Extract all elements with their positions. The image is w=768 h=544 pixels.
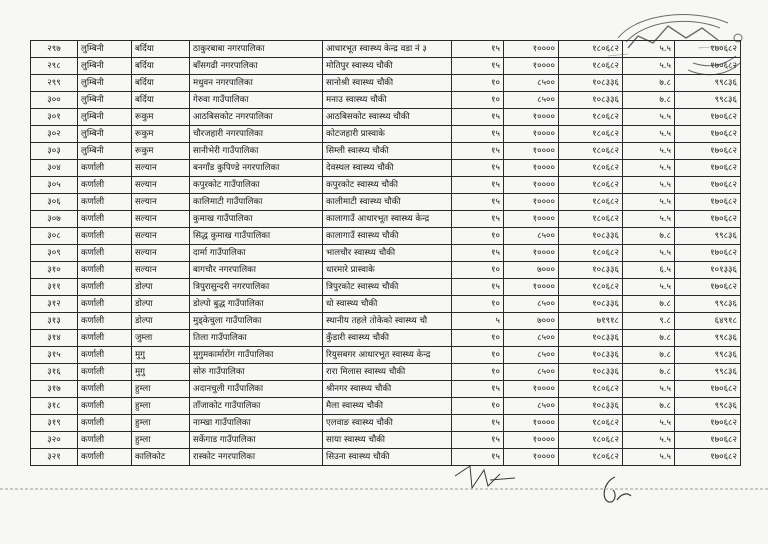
serial-number-cell: २९८ <box>31 58 78 75</box>
quantity-cell: १५ <box>452 41 504 58</box>
local-level-cell: रास्कोट नगरपालिका <box>190 449 323 466</box>
table-row <box>31 245 741 262</box>
serial-number-cell: २९७ <box>31 41 78 58</box>
serial-number-cell: ३०९ <box>31 245 78 262</box>
percent-cell: ५.५ <box>623 211 675 228</box>
quantity-cell: १० <box>452 347 504 364</box>
serial-number-cell: ३१६ <box>31 364 78 381</box>
facility-cell: भालचौर स्वास्थ्य चौकी <box>323 245 452 262</box>
total-cell: ९९८३६ <box>675 75 741 92</box>
total-cell: ९९८३६ <box>675 296 741 313</box>
quantity-cell: १५ <box>452 381 504 398</box>
district-cell: बर्दिया <box>132 75 190 92</box>
local-level-cell: अदानचुली गाउँपालिका <box>190 381 323 398</box>
total-cell: १७०६८२ <box>675 432 741 449</box>
province-cell: कर्णाली <box>78 245 132 262</box>
province-cell: कर्णाली <box>78 432 132 449</box>
amount-cell: १८०६८२ <box>559 109 623 126</box>
facility-cell: मनाउ स्वास्थ्य चौकी <box>323 92 452 109</box>
serial-number-cell: ३०३ <box>31 143 78 160</box>
table-row <box>31 160 741 177</box>
local-level-cell: बाँसगढी नगरपालिका <box>190 58 323 75</box>
district-cell: डोल्पा <box>132 313 190 330</box>
percent-cell: ५.५ <box>623 58 675 75</box>
quantity-cell: १५ <box>452 177 504 194</box>
scan-artifact-line <box>0 488 768 490</box>
amount-cell: १८०६८२ <box>559 143 623 160</box>
local-level-cell: कुमाख गाउँपालिका <box>190 211 323 228</box>
facility-cell: कालीमाटी स्वास्थ्य चौकी <box>323 194 452 211</box>
facility-cell: मोतिपुर स्वास्थ्य चौकी <box>323 58 452 75</box>
serial-number-cell: ३१८ <box>31 398 78 415</box>
quantity-cell: १० <box>452 330 504 347</box>
table-row <box>31 313 741 330</box>
province-cell: कर्णाली <box>78 160 132 177</box>
percent-cell: ५.५ <box>623 279 675 296</box>
local-level-cell: चौरजहारी नगरपालिका <box>190 126 323 143</box>
province-cell: लुम्बिनी <box>78 58 132 75</box>
rate-cell: ८५०० <box>504 296 559 313</box>
total-cell: १७०६८२ <box>675 143 741 160</box>
district-cell: रूकुम <box>132 109 190 126</box>
rate-cell: ८५०० <box>504 228 559 245</box>
facility-cell: एलवाङ स्वास्थ्य चौकी <box>323 415 452 432</box>
total-cell: ९९८३६ <box>675 398 741 415</box>
local-level-cell: ताँजाकोट गाउँपालिका <box>190 398 323 415</box>
quantity-cell: १० <box>452 296 504 313</box>
rate-cell: ७००० <box>504 313 559 330</box>
facility-cell: सिम्ली स्वास्थ्य चौकी <box>323 143 452 160</box>
table-row <box>31 58 741 75</box>
facility-cell: कालागाउँ स्वास्थ्य चौकी <box>323 228 452 245</box>
province-cell: लुम्बिनी <box>78 41 132 58</box>
quantity-cell: १५ <box>452 143 504 160</box>
province-cell: कर्णाली <box>78 194 132 211</box>
total-cell: ९९८३६ <box>675 330 741 347</box>
district-cell: बर्दिया <box>132 41 190 58</box>
facility-cell: मैला स्वास्थ्य चौकी <box>323 398 452 415</box>
table-row <box>31 228 741 245</box>
rate-cell: १०००० <box>504 160 559 177</box>
facility-cell: रियुसबगर आधारभूत स्वास्थ्य केन्द्र <box>323 347 452 364</box>
percent-cell: ५.५ <box>623 381 675 398</box>
total-cell: १७०६८२ <box>675 41 741 58</box>
district-cell: बर्दिया <box>132 92 190 109</box>
total-cell: १७०६८२ <box>675 126 741 143</box>
quantity-cell: १० <box>452 262 504 279</box>
quantity-cell: १० <box>452 75 504 92</box>
rate-cell: ८५०० <box>504 75 559 92</box>
percent-cell: ५.५ <box>623 449 675 466</box>
quantity-cell: १० <box>452 228 504 245</box>
district-cell: हुम्ला <box>132 415 190 432</box>
facility-cell: कोटजहारी प्रास्वाके <box>323 126 452 143</box>
rate-cell: ८५०० <box>504 92 559 109</box>
table-row <box>31 92 741 109</box>
total-cell: १७०६८२ <box>675 211 741 228</box>
table-row <box>31 347 741 364</box>
serial-number-cell: ३१४ <box>31 330 78 347</box>
rate-cell: १०००० <box>504 126 559 143</box>
total-cell: १७०६८२ <box>675 449 741 466</box>
quantity-cell: १५ <box>452 449 504 466</box>
amount-cell: १८०६८२ <box>559 449 623 466</box>
district-cell: हुम्ला <box>132 381 190 398</box>
serial-number-cell: ३०५ <box>31 177 78 194</box>
total-cell: ९९८३६ <box>675 364 741 381</box>
province-cell: कर्णाली <box>78 313 132 330</box>
district-cell: सल्यान <box>132 194 190 211</box>
amount-cell: १०८३३६ <box>559 364 623 381</box>
table-row <box>31 364 741 381</box>
district-cell: बर्दिया <box>132 58 190 75</box>
facility-cell: रारा मिलास स्वास्थ्य चौकी <box>323 364 452 381</box>
percent-cell: ७.८ <box>623 398 675 415</box>
rate-cell: १०००० <box>504 381 559 398</box>
table-row <box>31 381 741 398</box>
local-level-cell: कालिमाटी गाउँपालिका <box>190 194 323 211</box>
percent-cell: ७.८ <box>623 347 675 364</box>
total-cell: ९९८३६ <box>675 347 741 364</box>
facility-cell: धारमारे प्रास्वाके <box>323 262 452 279</box>
rate-cell: १०००० <box>504 245 559 262</box>
local-level-cell: मुड्केचुला गाउँपालिका <box>190 313 323 330</box>
district-cell: जुम्ला <box>132 330 190 347</box>
amount-cell: १८०६८२ <box>559 432 623 449</box>
table-row <box>31 143 741 160</box>
province-cell: लुम्बिनी <box>78 143 132 160</box>
rate-cell: १०००० <box>504 194 559 211</box>
serial-number-cell: ३१५ <box>31 347 78 364</box>
quantity-cell: ५ <box>452 313 504 330</box>
total-cell: ९९८३६ <box>675 228 741 245</box>
serial-number-cell: ३०० <box>31 92 78 109</box>
total-cell: ६४९१८ <box>675 313 741 330</box>
quantity-cell: १० <box>452 398 504 415</box>
rate-cell: ७००० <box>504 262 559 279</box>
province-cell: कर्णाली <box>78 177 132 194</box>
district-cell: सल्यान <box>132 228 190 245</box>
serial-number-cell: ३१२ <box>31 296 78 313</box>
province-cell: कर्णाली <box>78 347 132 364</box>
serial-number-cell: ३०४ <box>31 160 78 177</box>
province-cell: कर्णाली <box>78 211 132 228</box>
rate-cell: १०००० <box>504 143 559 160</box>
quantity-cell: १५ <box>452 245 504 262</box>
percent-cell: ९.८ <box>623 313 675 330</box>
province-cell: लुम्बिनी <box>78 109 132 126</box>
table-row <box>31 194 741 211</box>
quantity-cell: १५ <box>452 126 504 143</box>
serial-number-cell: ३०१ <box>31 109 78 126</box>
quantity-cell: १५ <box>452 194 504 211</box>
quantity-cell: १५ <box>452 415 504 432</box>
province-cell: कर्णाली <box>78 364 132 381</box>
amount-cell: ७१९१८ <box>559 313 623 330</box>
amount-cell: १०८३३६ <box>559 330 623 347</box>
total-cell: १७०६८२ <box>675 381 741 398</box>
serial-number-cell: ३०२ <box>31 126 78 143</box>
facility-cell: कालागाउँ आधारभूत स्वास्थ्य केन्द्र <box>323 211 452 228</box>
percent-cell: ५.५ <box>623 245 675 262</box>
district-cell: हुम्ला <box>132 432 190 449</box>
facility-cell: कुँडारी स्वास्थ्य चौकी <box>323 330 452 347</box>
amount-cell: १८०६८२ <box>559 160 623 177</box>
allocation-table <box>30 40 741 466</box>
serial-number-cell: ३१७ <box>31 381 78 398</box>
local-level-cell: मधुवन नगरपालिका <box>190 75 323 92</box>
rate-cell: १०००० <box>504 58 559 75</box>
local-level-cell: ठाकुरबाबा नगरपालिका <box>190 41 323 58</box>
table-row <box>31 126 741 143</box>
table-row <box>31 398 741 415</box>
amount-cell: १०८३३६ <box>559 296 623 313</box>
table-row <box>31 262 741 279</box>
amount-cell: १८०६८२ <box>559 211 623 228</box>
province-cell: कर्णाली <box>78 279 132 296</box>
district-cell: डोल्पा <box>132 296 190 313</box>
local-level-cell: कपुरकोट गाउँपालिका <box>190 177 323 194</box>
district-cell: रूकुम <box>132 143 190 160</box>
province-cell: कर्णाली <box>78 415 132 432</box>
percent-cell: ५.५ <box>623 160 675 177</box>
percent-cell: ७.८ <box>623 296 675 313</box>
amount-cell: १०८३३६ <box>559 398 623 415</box>
amount-cell: १८०६८२ <box>559 41 623 58</box>
serial-number-cell: ३२१ <box>31 449 78 466</box>
province-cell: लुम्बिनी <box>78 126 132 143</box>
amount-cell: १८०६८२ <box>559 58 623 75</box>
table-row <box>31 75 741 92</box>
rate-cell: १०००० <box>504 211 559 228</box>
facility-cell: देवस्थल स्वास्थ्य चौकी <box>323 160 452 177</box>
table-row <box>31 296 741 313</box>
quantity-cell: १५ <box>452 109 504 126</box>
table-row <box>31 449 741 466</box>
total-cell: १७०६८२ <box>675 109 741 126</box>
province-cell: कर्णाली <box>78 262 132 279</box>
facility-cell: आधारभूत स्वास्थ्य केन्द्र वडा नं ३ <box>323 41 452 58</box>
district-cell: सल्यान <box>132 245 190 262</box>
district-cell: रूकुम <box>132 126 190 143</box>
serial-number-cell: ३०७ <box>31 211 78 228</box>
table-row <box>31 211 741 228</box>
rate-cell: ८५०० <box>504 347 559 364</box>
province-cell: कर्णाली <box>78 330 132 347</box>
province-cell: लुम्बिनी <box>78 92 132 109</box>
facility-cell: स्थानीय तहले तोकेको स्वास्थ्य चौ <box>323 313 452 330</box>
local-level-cell: तिला गाउँपालिका <box>190 330 323 347</box>
percent-cell: ५.५ <box>623 41 675 58</box>
rate-cell: १०००० <box>504 415 559 432</box>
percent-cell: ७.८ <box>623 75 675 92</box>
quantity-cell: १५ <box>452 160 504 177</box>
amount-cell: १८०६८२ <box>559 381 623 398</box>
rate-cell: १०००० <box>504 41 559 58</box>
facility-cell: आठबिसकोट स्वास्थ्य चौकी <box>323 109 452 126</box>
percent-cell: ७.८ <box>623 330 675 347</box>
district-cell: कालिकोट <box>132 449 190 466</box>
serial-number-cell: ३०६ <box>31 194 78 211</box>
signature-scribble <box>450 458 520 498</box>
rate-cell: १०००० <box>504 449 559 466</box>
percent-cell: ५.५ <box>623 432 675 449</box>
local-level-cell: सर्केगाड गाउँपालिका <box>190 432 323 449</box>
amount-cell: १०८३३६ <box>559 75 623 92</box>
district-cell: सल्यान <box>132 262 190 279</box>
table-row <box>31 109 741 126</box>
percent-cell: ५.५ <box>623 143 675 160</box>
amount-cell: १०८३३६ <box>559 92 623 109</box>
total-cell: १७०६८२ <box>675 160 741 177</box>
facility-cell: कपुरकोट स्वास्थ्य चौकी <box>323 177 452 194</box>
amount-cell: १८०६८२ <box>559 279 623 296</box>
serial-number-cell: ३०८ <box>31 228 78 245</box>
rate-cell: ८५०० <box>504 364 559 381</box>
serial-number-cell: ३११ <box>31 279 78 296</box>
total-cell: १०१३३६ <box>675 262 741 279</box>
quantity-cell: १० <box>452 92 504 109</box>
serial-number-cell: ३२० <box>31 432 78 449</box>
rate-cell: १०००० <box>504 432 559 449</box>
district-cell: सल्यान <box>132 211 190 228</box>
total-cell: १७०६८२ <box>675 177 741 194</box>
rate-cell: १०००० <box>504 279 559 296</box>
district-cell: सल्यान <box>132 160 190 177</box>
percent-cell: ५.५ <box>623 177 675 194</box>
quantity-cell: १५ <box>452 58 504 75</box>
amount-cell: १०८३३६ <box>559 228 623 245</box>
quantity-cell: १५ <box>452 279 504 296</box>
province-cell: कर्णाली <box>78 398 132 415</box>
local-level-cell: नाम्खा गाउँपालिका <box>190 415 323 432</box>
district-cell: डोल्पा <box>132 279 190 296</box>
district-cell: मुगु <box>132 347 190 364</box>
quantity-cell: १५ <box>452 211 504 228</box>
rate-cell: १०००० <box>504 109 559 126</box>
table-row <box>31 415 741 432</box>
province-cell: लुम्बिनी <box>78 75 132 92</box>
total-cell: १७०६८२ <box>675 58 741 75</box>
amount-cell: १८०६८२ <box>559 177 623 194</box>
amount-cell: १०८३३६ <box>559 262 623 279</box>
local-level-cell: बागचौर नगरपालिका <box>190 262 323 279</box>
percent-cell: ७.८ <box>623 92 675 109</box>
amount-cell: १८०६८२ <box>559 415 623 432</box>
local-level-cell: सानीभेरी गाउँपालिका <box>190 143 323 160</box>
local-level-cell: सिद्ध कुमाख गाउँपालिका <box>190 228 323 245</box>
facility-cell: धो स्वास्थ्य चौकी <box>323 296 452 313</box>
table-row <box>31 330 741 347</box>
percent-cell: ५.५ <box>623 126 675 143</box>
total-cell: १७०६८२ <box>675 245 741 262</box>
table-row <box>31 177 741 194</box>
local-level-cell: मुगुमकार्मारोंग गाउँपालिका <box>190 347 323 364</box>
percent-cell: ६.५ <box>623 262 675 279</box>
serial-number-cell: ३१९ <box>31 415 78 432</box>
total-cell: ९९८३६ <box>675 92 741 109</box>
district-cell: मुगु <box>132 364 190 381</box>
local-level-cell: सोरु गाउँपालिका <box>190 364 323 381</box>
amount-cell: १८०६८२ <box>559 245 623 262</box>
facility-cell: सिउना स्वास्थ्य चौकी <box>323 449 452 466</box>
percent-cell: ७.८ <box>623 228 675 245</box>
province-cell: कर्णाली <box>78 381 132 398</box>
rate-cell: ८५०० <box>504 398 559 415</box>
serial-number-cell: ३१३ <box>31 313 78 330</box>
facility-cell: त्रिपुरकोट स्वास्थ्य चौकी <box>323 279 452 296</box>
total-cell: १७०६८२ <box>675 415 741 432</box>
table-row <box>31 41 741 58</box>
district-cell: हुम्ला <box>132 398 190 415</box>
quantity-cell: १५ <box>452 432 504 449</box>
local-level-cell: बनगाँड कुपिण्डे नगरपालिका <box>190 160 323 177</box>
percent-cell: ७.८ <box>623 364 675 381</box>
district-cell: सल्यान <box>132 177 190 194</box>
amount-cell: १०८३३६ <box>559 347 623 364</box>
total-cell: १७०६८२ <box>675 279 741 296</box>
facility-cell: सानोश्री स्वास्थ्य चौकी <box>323 75 452 92</box>
local-level-cell: दार्मा गाउँपालिका <box>190 245 323 262</box>
province-cell: कर्णाली <box>78 228 132 245</box>
quantity-cell: १० <box>452 364 504 381</box>
province-cell: कर्णाली <box>78 296 132 313</box>
table-row <box>31 279 741 296</box>
percent-cell: ५.५ <box>623 415 675 432</box>
serial-number-cell: २९९ <box>31 75 78 92</box>
rate-cell: ८५०० <box>504 330 559 347</box>
percent-cell: ५.५ <box>623 109 675 126</box>
amount-cell: १८०६८२ <box>559 126 623 143</box>
local-level-cell: डोल्पो बुद्ध गाउँपालिका <box>190 296 323 313</box>
serial-number-cell: ३१० <box>31 262 78 279</box>
local-level-cell: गेरुवा गाउँपालिका <box>190 92 323 109</box>
amount-cell: १८०६८२ <box>559 194 623 211</box>
facility-cell: श्रीनगर स्वास्थ्य चौकी <box>323 381 452 398</box>
rate-cell: १०००० <box>504 177 559 194</box>
facility-cell: साया स्वास्थ्य चौकी <box>323 432 452 449</box>
signature-initial <box>595 472 635 510</box>
total-cell: १७०६८२ <box>675 194 741 211</box>
province-cell: कर्णाली <box>78 449 132 466</box>
local-level-cell: त्रिपुरासुन्दरी नगरपालिका <box>190 279 323 296</box>
local-level-cell: आठबिसकोट नगरपालिका <box>190 109 323 126</box>
percent-cell: ५.५ <box>623 194 675 211</box>
table-row <box>31 432 741 449</box>
